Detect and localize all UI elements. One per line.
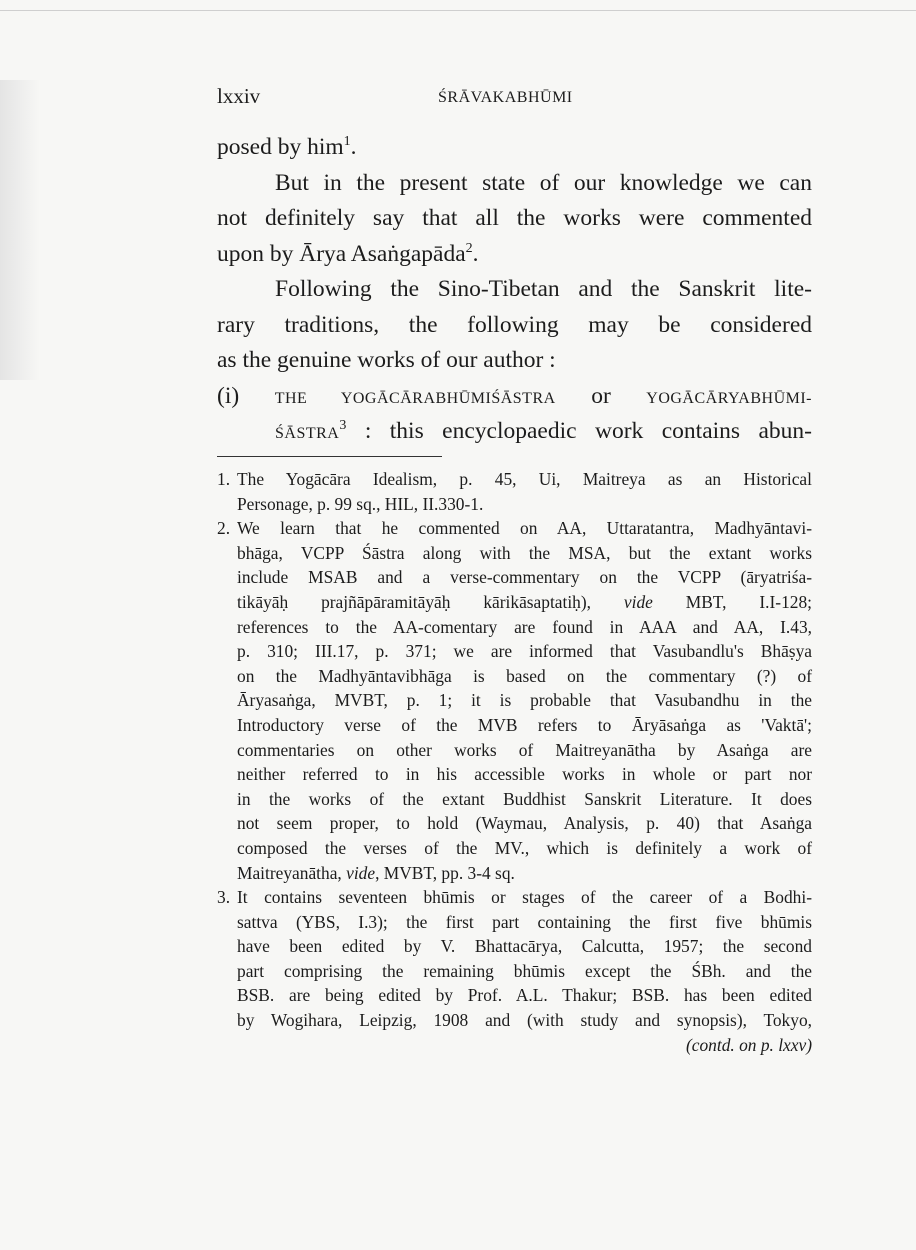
line-text: upon by Ārya Asaṅgapāda [217,240,466,267]
body-line [217,272,812,308]
body-line [217,308,812,344]
page-number: lxxiv [217,84,261,108]
line-punct: . [472,240,479,267]
list-title-part3: ŚĀSTRA [275,425,340,442]
main-text [217,130,812,450]
footnote-rule [217,456,442,457]
footnote-line [217,762,812,787]
running-title: ŚRĀVAKABHŪMI [438,89,573,106]
footnote-line [217,565,812,590]
footnote-line [217,615,812,640]
list-connector: or [591,382,611,409]
line-text: posed by him [217,134,344,160]
footnote-text: BSB. are being edited by Prof. A.L. Thakur; BSB. has been edited [237,985,812,1006]
footnote-line [217,516,812,541]
line-text: as the genuine works of our author : [217,347,556,373]
footnote-ref: 3 [339,418,347,434]
footnote-line [217,787,812,812]
footnote-line [217,664,812,689]
footnote-ref: 2 [465,240,473,256]
line-text: rary traditions, the following may be considered [217,311,812,338]
footnote-line [217,811,812,836]
footnote-text: references to the AA-comentary are found in AAA and AA, I.43, [237,616,812,637]
footnote-line [217,983,812,1008]
footnote-number: 3. [217,887,231,908]
footnote-text: p. 310; III.17, p. 371; we are informed that Vasubandlu's Bhāṣya [237,641,812,662]
footnote-line [217,959,812,984]
body-line [217,343,812,379]
footnote-line [217,738,812,763]
footnotes [217,467,812,1057]
footnote-text: include MSAB and a verse-commentary on the VCPP (āryatriśa- [237,567,812,588]
continuation-note: (contd. on p. lxxv) [685,1034,812,1055]
footnote-text: part comprising the remaining bhūmis except the ŚBh. and the [237,960,812,981]
footnote-line [217,467,812,492]
footnote-text: It contains seventeen bhūmis or stages of the career of a Bodhi- [237,887,812,908]
footnote-text: Introductory verse of the MVB refers to Āryāsaṅga as 'Vaktā'; [237,714,812,735]
footnote-text: not seem proper, to hold (Waymau, Analysis, p. 40) that Asaṅga [237,813,812,834]
footnote-line: tikāyāḥ prajñāpāramitāyāḥ kārikāsaptatiḥ), vide MBT, I.I-128; [237,591,812,612]
footnote-text: The Yogācāra Idealism, p. 45, Ui, Maitreya as an Historical [237,469,812,489]
scan-edge-line [0,10,916,11]
footnote-text: Āryasaṅga, MVBT, p. 1; it is probable that Vasubandhu in the [237,690,812,711]
footnote-line: Maitreyanātha, vide, MVBT, pp. 3-4 sq. [237,862,515,883]
line-text: But in the present state of our knowledge we can [275,169,812,196]
footnote-number: 2. [217,518,231,539]
footnote-text: on the Madhyāntavibhāga is based on the commentary (?) of [237,665,812,686]
body-line [217,130,812,166]
footnote-text: Personage, p. 99 sq., HIL, II.330-1. [237,493,484,514]
footnote-text: commentaries on other works of Maitreyanātha by Asaṅga are [237,739,812,760]
list-continuation: : this encyclopaedic work contains abun- [364,418,813,444]
footnote-text: have been edited by V. Bhattacārya, Calcutta, 1957; the second [237,936,812,957]
footnote-text: We learn that he commented on AA, Uttaratantra, Madhyāntavi- [237,518,812,539]
footnote-line [217,688,812,713]
body-line [217,201,812,237]
list-item-line [217,379,812,415]
footnote-line [217,836,812,861]
footnote-line [217,910,812,935]
footnote-line [217,934,812,959]
line-text: not definitely say that all the works were commented [217,205,812,231]
footnote-text: by Wogihara, Leipzig, 1908 and (with study and synopsis), Tokyo, [237,1010,812,1031]
footnote-text: in the works of the extant Buddhist Sanskrit Literature. It does [237,788,812,809]
footnote-ref: 1 [343,134,351,150]
footnote-text: sattva (YBS, I.3); the first part containing the first five bhūmis [237,911,812,932]
footnote-text: bhāga, VCPP Śāstra along with the MSA, but the extant works [237,542,812,563]
footnote-text: neither referred to in his accessible works in whole or part nor [237,764,812,785]
footnote-line [217,1008,812,1033]
list-title-part1: THE YOGĀCĀRABHŪMIŚĀSTRA [274,389,556,407]
footnote-line [217,713,812,738]
body-line [217,166,812,202]
vide-italic: vide [623,591,653,612]
footnote-text: composed the verses of the MV., which is definitely a work of [237,837,812,858]
list-title-part2: YOGĀCĀRYABHŪMI- [646,389,812,407]
list-item-line [217,414,812,450]
vide-italic: vide [346,862,376,883]
footnote-line [217,492,812,517]
line-punct: . [350,134,357,160]
footnote-number: 1. [217,469,231,489]
footnote-line [217,885,812,910]
line-text: Following the Sino-Tibetan and the Sanskrit lite- [275,276,812,302]
footnote-line [217,639,812,664]
body-line [217,237,812,273]
footnote-line [217,541,812,566]
scan-shadow [0,80,40,380]
list-marker: (i) [217,382,240,409]
